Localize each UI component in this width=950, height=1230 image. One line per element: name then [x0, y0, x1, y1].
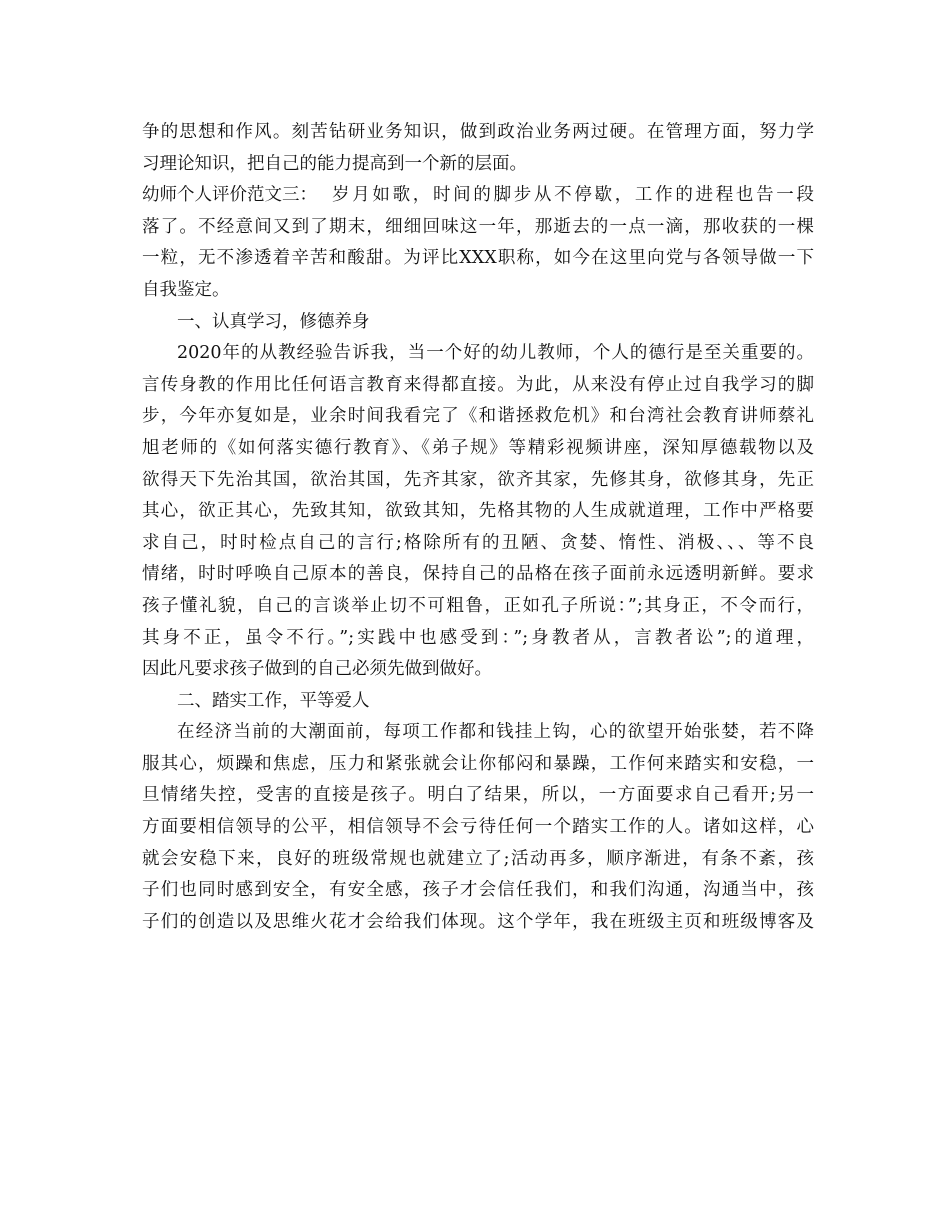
paragraph-line: 在经济当前的大潮面前，每项工作都和钱挂上钩，心的欲望开始张婪，若不降: [177, 722, 814, 743]
section-heading: 一、认真学习，修德养身: [177, 311, 370, 332]
paragraph-line: 其心，欲正其心，先致其知，欲致其知，先格其物的人生成就道理，工作中严格要: [142, 501, 814, 522]
paragraph-line: 自我鉴定。: [142, 279, 230, 300]
document-body: [142, 117, 814, 938]
paragraph-line: 求自己，时时检点自己的言行;格除所有的丑陋、贪婪、惰性、消极、、、等不良: [142, 532, 814, 553]
paragraph-line: 其身不正，虽令不行。”;实践中也感受到：”;身教者从，言教者讼”;的道理，: [142, 627, 814, 648]
section-title-line: [142, 180, 814, 212]
paragraph-line: 争的思想和作风。刻苦钻研业务知识，做到政治业务两过硬。在管理方面，努力学: [142, 122, 814, 142]
paragraph-line: 服其心，烦躁和焦虑，压力和紧张就会让你郁闷和暴躁，工作何来踏实和安稳，一: [142, 753, 814, 774]
sample-title: 幼师个人评价范文三：: [142, 185, 317, 206]
paragraph-line: 情绪，时时呼唤自己原本的善良，保持自己的品格在孩子面前永远透明新鲜。要求: [142, 564, 814, 585]
paragraph-line: 就会安稳下来，良好的班级常规也就建立了;活动再多，顺序渐进，有条不紊，孩: [142, 848, 814, 869]
paragraph-line: 言传身教的作用比任何语言教育来得都直接。为此，从来没有停止过自我学习的脚: [142, 374, 814, 395]
paragraph-line: 欲得天下先治其国，欲治其国，先齐其家，欲齐其家，先修其身，欲修其身，先正: [142, 469, 814, 490]
section-heading: 二、踏实工作，平等爱人: [177, 690, 370, 711]
paragraph-line: 一粒，无不渗透着辛苦和酸甜。为评比XXX职称，如今在这里向党与各领导做一下: [142, 248, 814, 269]
paragraph-line: 步，今年亦复如是，业余时间我看完了《和谐拯救危机》和台湾社会教育讲师蔡礼: [142, 406, 814, 427]
paragraph-line: 因此凡要求孩子做到的自己必须先做到做好。: [142, 659, 492, 680]
paragraph-line: 方面要相信领导的公平，相信领导不会亏待任何一个踏实工作的人。诸如这样，心: [142, 817, 814, 838]
paragraph-line: 旦情绪失控，受害的直接是孩子。明白了结果，所以，一方面要求自己看开;另一: [142, 785, 814, 806]
paragraph-line: 习理论知识，把自己的能力提高到一个新的层面。: [142, 153, 527, 174]
paragraph-line: 2020年的从教经验告诉我，当一个好的幼儿教师，个人的德行是至关重要的。: [177, 343, 814, 364]
paragraph-line: 岁月如歌，时间的脚步从不停歇，工作的进程也告一段: [332, 185, 814, 206]
paragraph-line: 孩子懂礼貌，自己的言谈举止切不可粗鲁，正如孔子所说：”;其身正，不令而行，: [142, 595, 814, 616]
paragraph-line: 子们的创造以及思维火花才会给我们体现。这个学年，我在班级主页和班级博客及: [142, 911, 814, 932]
paragraph-line: 落了。不经意间又到了期末，细细回味这一年，那逝去的一点一滴，那收获的一棵: [142, 216, 814, 237]
paragraph-line: 旭老师的《如何落实德行教育》、《弟子规》等精彩视频讲座，深知厚德载物以及: [142, 437, 814, 458]
paragraph-line: 子们也同时感到安全，有安全感，孩子才会信任我们，和我们沟通，沟通当中，孩: [142, 880, 814, 901]
